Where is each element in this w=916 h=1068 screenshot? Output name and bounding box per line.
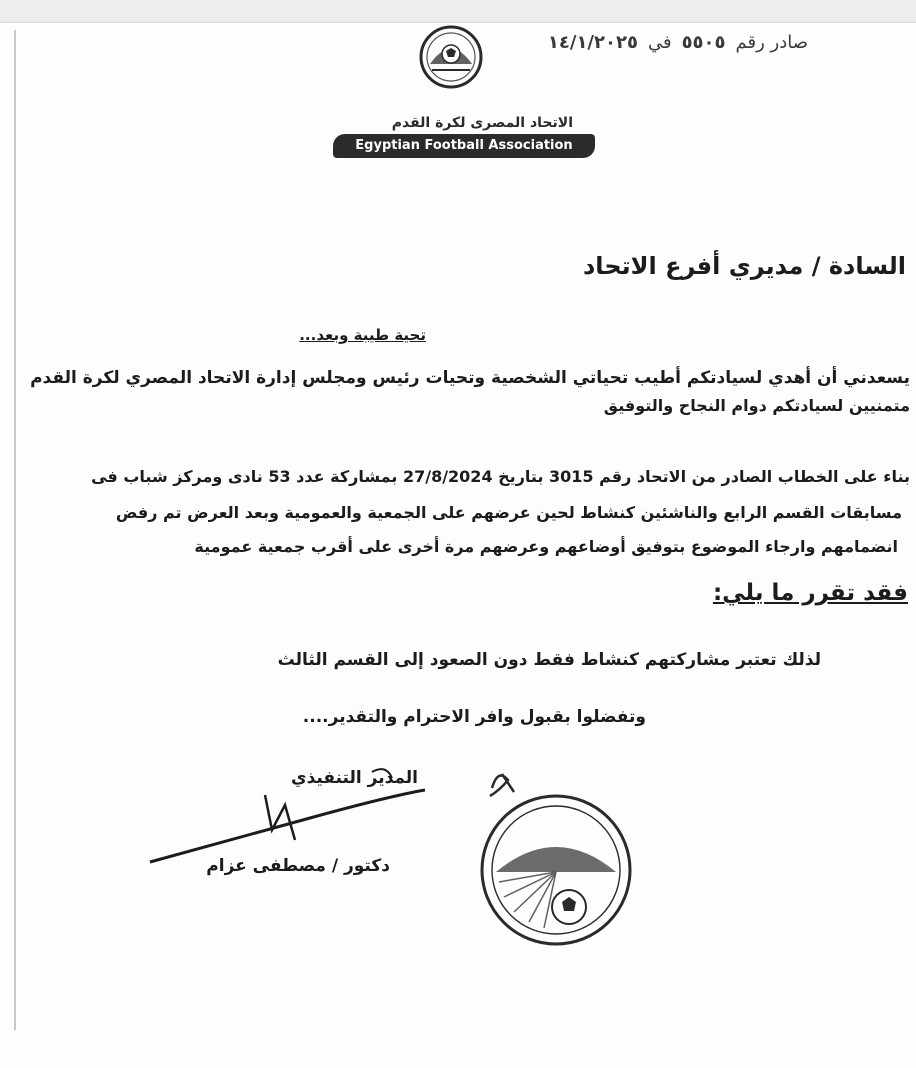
logo-arabic-name: الاتحاد المصرى لكرة القدم	[391, 115, 573, 131]
logo-english-name: Egyptian Football Association	[333, 134, 595, 158]
para2-line-2: مسابقات القسم الرابع والناشئين كنشاط لحين عرضهم على الجمعية والعمومية وبعد العرض تم رفض	[115, 503, 902, 522]
issue-date: ١٤/١/٢٠٢٥	[547, 32, 638, 53]
decision-text: لذلك تعتبر مشاركتهم كنشاط فقط دون الصعود إلى القسم الثالث	[277, 650, 821, 670]
para1-line-2: متمنيين لسيادتكم دوام النجاح والتوفيق	[603, 396, 910, 415]
efa-logo-emblem	[418, 24, 484, 90]
signatory-name: دكتور / مصطفى عزام	[206, 856, 390, 876]
para2-line-1: بناء على الخطاب الصادر من الاتحاد رقم 3015 بتاريخ 27/8/2024 بمشاركة عدد 53 نادى ومركز شباب فى	[91, 467, 910, 486]
official-stamp-seal	[474, 762, 634, 952]
addressee: السادة / مديري أفرع الاتحاد	[582, 252, 906, 280]
para1-line-1: يسعدني أن أهدي لسيادتكم أطيب تحياتي الشخصية وتحيات رئيس ومجلس إدارة الاتحاد المصري لكرة القدم	[30, 368, 910, 388]
issue-label: صادر رقم	[735, 32, 808, 53]
top-strip	[0, 0, 916, 23]
issue-number: ٥٥٠٥	[681, 32, 726, 53]
page-edge-line	[14, 30, 16, 1030]
greeting: تحية طيبة وبعد...	[299, 326, 426, 344]
issue-line	[548, 32, 808, 53]
closing-text: وتفضلوا بقبول وافر الاحترام والتقدير....	[302, 707, 646, 727]
date-label: في	[647, 32, 672, 53]
para2-line-3: انضمامهم وارجاء الموضوع بتوفيق أوضاعهم وعرضهم مرة أخرى على أقرب جمعية عمومية	[194, 537, 898, 556]
signatory-title: المدير التنفيذي	[291, 768, 418, 788]
resolved-heading: فقد تقرر ما يلي:	[712, 580, 908, 606]
